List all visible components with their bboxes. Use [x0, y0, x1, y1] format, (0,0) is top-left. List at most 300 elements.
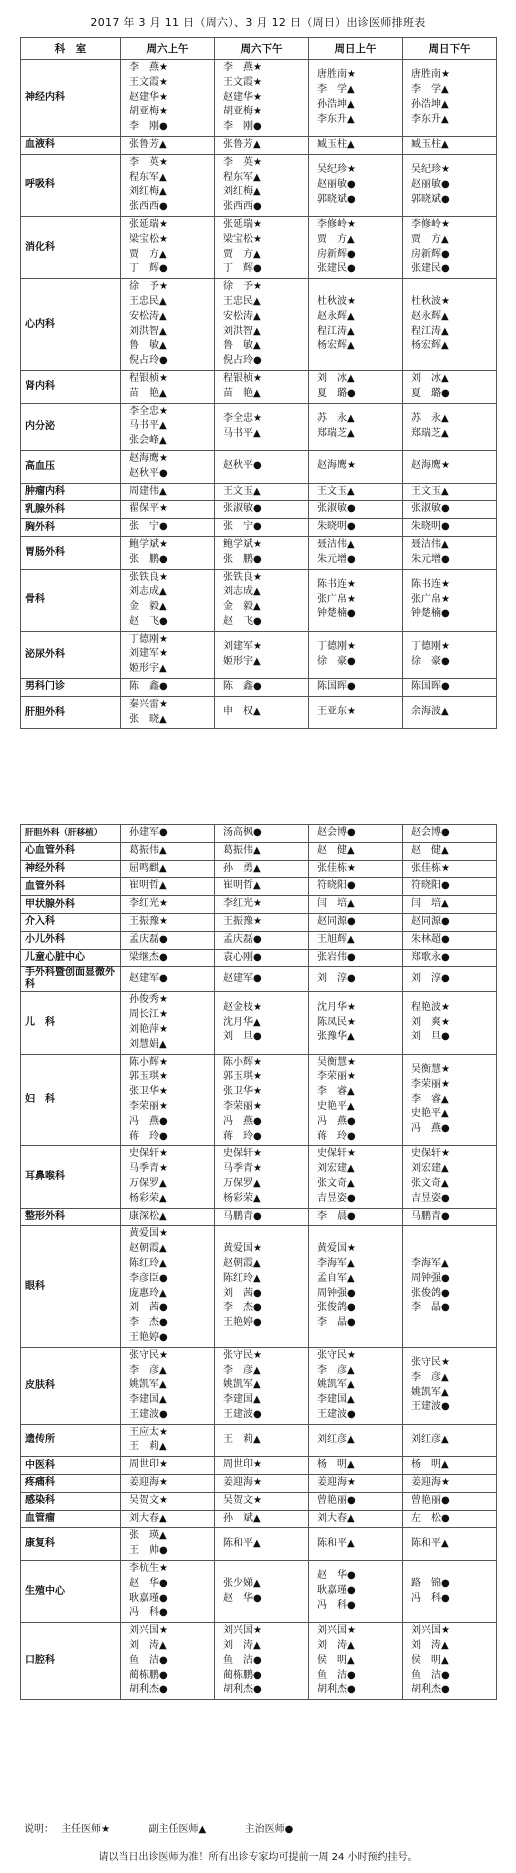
doctor-entry: 刘洪智▲ [129, 325, 167, 337]
doctor-entry: 胡亚梅★ [129, 106, 168, 118]
doctor-entry: 赵丽敏● [411, 178, 450, 190]
doctor-entry: 聂洁伟▲ [411, 538, 449, 550]
doctor-entry: 崔明哲▲ [223, 880, 261, 892]
doctor-entry: 安松涛▲ [223, 310, 261, 322]
doctor-entry: 蒋 玲● [129, 1130, 168, 1142]
doctor-entry: 葛振伟▲ [129, 844, 167, 856]
doctor-entry: 刘艳萍★ [129, 1023, 168, 1035]
schedule-table-2-body [21, 825, 497, 1700]
slot-cell [121, 216, 215, 278]
table-row [21, 1347, 497, 1424]
slot-cell [309, 60, 403, 137]
doctor-entry: 郑歌永● [411, 951, 450, 963]
doctor-entry: 李 睿▲ [411, 1093, 449, 1105]
slot-cell [403, 1146, 497, 1208]
slot-cell [121, 1457, 215, 1475]
doctor-entry: 闫 培▲ [411, 898, 449, 910]
doctor-entry: 王忠民▲ [223, 295, 261, 307]
slot-cell [403, 1208, 497, 1226]
slot-cell [215, 403, 309, 450]
doctor-entry: 吴衡慧★ [317, 1056, 356, 1068]
doctor-entry: 张卫华★ [223, 1086, 262, 1098]
slot-cell [121, 679, 215, 697]
doctor-entry: 史艳平▲ [317, 1100, 355, 1112]
doctor-entry: 汤高枫● [223, 827, 262, 838]
legend-prefix: 说明： [24, 1824, 54, 1835]
slot-cell [215, 949, 309, 967]
doctor-entry: 李 彦▲ [129, 1364, 167, 1376]
doctor-entry: 胡利杰● [411, 1684, 450, 1696]
doctor-entry: 李 杰● [129, 1317, 168, 1329]
slot-cell [309, 136, 403, 154]
slot-cell [121, 842, 215, 860]
header-dept: 科 室 [21, 38, 121, 60]
dept-cell: 儿童心脏中心 [21, 949, 121, 967]
slot-cell [215, 370, 309, 403]
doctor-entry: 鱼 洁● [317, 1669, 356, 1681]
slot-cell [121, 631, 215, 678]
doctor-entry: 张建民● [411, 263, 450, 275]
slot-cell [215, 483, 309, 501]
slot-cell [215, 519, 309, 537]
doctor-entry: 李荣丽★ [223, 1100, 262, 1112]
doctor-entry: 梁宝松★ [129, 233, 168, 245]
slot-cell [121, 992, 215, 1054]
doctor-entry: 周世印★ [223, 1459, 262, 1471]
doctor-entry: 张鲁芳▲ [129, 138, 167, 150]
doctor-entry: 姜迎海★ [411, 1477, 450, 1489]
table-row [21, 878, 497, 896]
doctor-entry: 王 莉▲ [129, 1441, 167, 1453]
doctor-entry: 鲍学斌★ [223, 538, 262, 550]
table-row [21, 536, 497, 569]
doctor-entry: 郭玉琪★ [223, 1071, 262, 1083]
doctor-entry: 贾 方▲ [129, 248, 167, 260]
footer-note: 请以当日出诊医师为准！所有出诊专家均可提前一周 24 小时预约挂号。 [98, 1852, 418, 1863]
dept-cell: 口腔科 [21, 1623, 121, 1700]
doctor-entry: 张建民● [317, 263, 356, 275]
doctor-entry: 倪占玲● [223, 355, 262, 367]
doctor-entry: 程东军▲ [223, 171, 261, 183]
slot-cell [309, 1146, 403, 1208]
legend [24, 1820, 297, 1835]
doctor-entry: 姬形宇▲ [129, 663, 167, 675]
doctor-entry: 张守民★ [411, 1357, 450, 1369]
doctor-entry: 张淑敏● [411, 503, 450, 515]
doctor-entry: 王忠民▲ [129, 295, 167, 307]
doctor-entry: 吉昱姿● [317, 1192, 356, 1204]
slot-cell [215, 501, 309, 519]
doctor-entry: 李修岭★ [411, 218, 450, 230]
doctor-entry: 鲁 敏▲ [129, 340, 167, 352]
doctor-entry: 孙 勇▲ [223, 862, 261, 874]
doctor-entry: 赵会博● [317, 827, 356, 838]
slot-cell [309, 483, 403, 501]
slot-cell [309, 154, 403, 216]
doctor-entry: 胡利杰● [317, 1684, 356, 1696]
doctor-entry: 杨 明▲ [411, 1459, 449, 1471]
slot-cell [215, 679, 309, 697]
doctor-entry: 陈 鑫● [223, 681, 262, 693]
dept-cell: 肿瘤内科 [21, 483, 121, 501]
doctor-entry: 王亚东★ [317, 706, 356, 718]
doctor-entry: 李 英★ [129, 156, 168, 168]
table-row [21, 1424, 497, 1457]
doctor-entry: 张鲁芳▲ [223, 138, 261, 150]
table-row [21, 1146, 497, 1208]
slot-cell [309, 450, 403, 483]
slot-cell [309, 1424, 403, 1457]
dept-cell: 中医科 [21, 1457, 121, 1475]
slot-cell [121, 1510, 215, 1528]
doctor-entry: 刘兴国★ [223, 1625, 262, 1637]
slot-cell [403, 136, 497, 154]
doctor-entry: 冯 科● [317, 1600, 356, 1612]
slot-cell [309, 679, 403, 697]
dept-cell: 呼吸科 [21, 154, 121, 216]
slot-cell [215, 279, 309, 371]
doctor-entry: 李 晶● [411, 1302, 450, 1314]
doctor-entry: 史保轩★ [223, 1148, 262, 1160]
doctor-entry: 张俊鸽● [317, 1302, 356, 1314]
slot-cell [403, 1054, 497, 1146]
dept-cell: 眼科 [21, 1226, 121, 1347]
slot-cell [403, 878, 497, 896]
slot-cell [121, 1226, 215, 1347]
doctor-entry: 唐胜南★ [317, 69, 356, 81]
doctor-entry: 张 宁● [223, 521, 262, 533]
slot-cell [403, 931, 497, 949]
doctor-entry: 刘 淳● [317, 972, 356, 984]
doctor-entry: 朱林超● [411, 933, 450, 945]
doctor-entry: 张铁良★ [129, 571, 168, 583]
doctor-entry: 苗 艳▲ [223, 387, 261, 399]
doctor-entry: 张淑敏● [317, 503, 356, 515]
doctor-entry: 郭玉琪★ [129, 1071, 168, 1083]
doctor-entry: 张佳栋★ [411, 862, 450, 874]
slot-cell [403, 536, 497, 569]
slot-cell [121, 450, 215, 483]
doctor-entry: 唐胜南★ [411, 69, 450, 81]
doctor-entry: 陈小辉★ [223, 1056, 262, 1068]
doctor-entry: 张铁良★ [223, 571, 262, 583]
doctor-entry: 周世印★ [129, 1459, 168, 1471]
doctor-entry: 赵永辉▲ [317, 310, 355, 322]
table-row [21, 569, 497, 631]
doctor-entry: 刘 涛▲ [411, 1640, 449, 1652]
slot-cell [215, 631, 309, 678]
doctor-entry: 丁德刚★ [411, 641, 450, 653]
doctor-entry: 冯 科● [411, 1592, 450, 1604]
slot-cell [309, 279, 403, 371]
slot-cell [215, 1561, 309, 1623]
slot-cell [403, 1424, 497, 1457]
doctor-entry: 鲁 敏▲ [223, 340, 261, 352]
table-row [21, 679, 497, 697]
doctor-entry: 张俊鸽● [411, 1287, 450, 1299]
slot-cell [121, 1054, 215, 1146]
doctor-entry: 史保轩★ [411, 1148, 450, 1160]
doctor-entry: 袁心刚● [223, 951, 262, 963]
slot-cell [121, 860, 215, 878]
doctor-entry: 刘 涛▲ [129, 1640, 167, 1652]
slot-cell [309, 519, 403, 537]
dept-cell: 神经内科 [21, 60, 121, 137]
table-header-row [21, 38, 497, 60]
slot-cell [215, 1623, 309, 1700]
doctor-entry: 徐 豪● [317, 655, 356, 667]
slot-cell [215, 878, 309, 896]
doctor-entry: 朱元增● [317, 553, 356, 565]
doctor-entry: 李彦臣● [129, 1272, 168, 1284]
doctor-entry: 苏 永▲ [411, 412, 449, 424]
slot-cell [121, 1492, 215, 1510]
slot-cell [309, 949, 403, 967]
doctor-entry: 闫 培▲ [317, 898, 355, 910]
doctor-entry: 王 帅● [129, 1545, 168, 1557]
doctor-entry: 万保罗▲ [223, 1177, 261, 1189]
doctor-entry: 杨彩荣▲ [129, 1192, 167, 1204]
doctor-entry: 李 晨● [317, 1210, 356, 1222]
doctor-entry: 朱晓明● [411, 521, 450, 533]
slot-cell [309, 1492, 403, 1510]
doctor-entry: 李红光★ [129, 898, 168, 910]
doctor-entry: 刘志成▲ [223, 586, 261, 598]
doctor-entry: 刘 茜● [129, 1302, 168, 1314]
slot-cell [403, 1226, 497, 1347]
doctor-entry: 史保轩★ [129, 1148, 168, 1160]
table-row [21, 154, 497, 216]
doctor-entry: 陈书连★ [411, 578, 450, 590]
slot-cell [215, 450, 309, 483]
slot-cell [309, 631, 403, 678]
doctor-entry: 李 燕★ [223, 62, 262, 73]
doctor-entry: 李 学▲ [411, 84, 449, 96]
slot-cell [309, 931, 403, 949]
doctor-entry: 姜迎海★ [223, 1477, 262, 1489]
dept-cell: 心血管外科 [21, 842, 121, 860]
doctor-entry: 刘红梅▲ [223, 186, 261, 198]
doctor-entry: 钟楚楠● [411, 608, 450, 620]
doctor-entry: 房新辉● [317, 248, 356, 260]
doctor-entry: 吴贺文★ [129, 1494, 168, 1506]
doctor-entry: 李建国▲ [129, 1394, 167, 1406]
dept-cell: 乳腺外科 [21, 501, 121, 519]
doctor-entry: 吴纪珍★ [411, 164, 450, 176]
dept-cell: 泌尿外科 [21, 631, 121, 678]
doctor-entry: 陈红玲▲ [223, 1272, 261, 1284]
doctor-entry: 安松涛▲ [129, 310, 167, 322]
doctor-entry: 赵建华★ [129, 91, 168, 103]
table-row [21, 403, 497, 450]
slot-cell [403, 60, 497, 137]
doctor-entry: 胡亚梅★ [223, 106, 262, 118]
slot-cell [121, 896, 215, 914]
slot-cell [309, 1208, 403, 1226]
doctor-entry: 马鹏青● [223, 1210, 262, 1222]
doctor-entry: 赵建华★ [223, 91, 262, 103]
table-row [21, 1510, 497, 1528]
header-sun-pm: 周日下午 [403, 38, 497, 60]
doctor-entry: 徐 豪● [411, 655, 450, 667]
slot-cell [121, 136, 215, 154]
doctor-entry: 李建国▲ [317, 1394, 355, 1406]
dept-cell: 遗传所 [21, 1424, 121, 1457]
slot-cell [403, 949, 497, 967]
doctor-entry: 赵 华● [317, 1570, 356, 1582]
doctor-entry: 孟庆磊● [129, 933, 168, 945]
slot-cell [403, 825, 497, 843]
doctor-entry: 赵海鹰★ [129, 452, 168, 464]
dept-cell: 血管外科 [21, 878, 121, 896]
slot-cell [403, 403, 497, 450]
doctor-entry: 程艳波★ [411, 1001, 450, 1013]
dept-cell: 肝胆外科 [21, 696, 121, 729]
header-sat-pm: 周六下午 [215, 38, 309, 60]
dept-cell: 手外科暨创面显微外科 [21, 967, 121, 992]
doctor-entry: 李全忠★ [223, 412, 262, 424]
slot-cell [403, 913, 497, 931]
doctor-entry: 赵 飞● [223, 615, 262, 627]
doctor-entry: 张佳栋★ [317, 862, 356, 874]
doctor-entry: 姚凯军▲ [129, 1379, 167, 1391]
doctor-entry: 杜秋波★ [411, 295, 450, 307]
dept-cell: 生殖中心 [21, 1561, 121, 1623]
slot-cell [403, 154, 497, 216]
doctor-entry: 钟楚楠● [317, 608, 356, 620]
doctor-entry: 张卫华★ [129, 1086, 168, 1098]
table-row [21, 1054, 497, 1146]
doctor-entry: 张 晓▲ [129, 713, 167, 725]
slot-cell [121, 60, 215, 137]
doctor-entry: 程银桢★ [129, 372, 168, 384]
doctor-entry: 王应太★ [129, 1426, 168, 1438]
doctor-entry: 孟自军▲ [317, 1272, 355, 1284]
header-sat-am: 周六上午 [121, 38, 215, 60]
doctor-entry: 张广帛★ [411, 593, 450, 605]
doctor-entry: 周钟强● [411, 1272, 450, 1284]
table-row [21, 136, 497, 154]
table-row [21, 450, 497, 483]
slot-cell [215, 1226, 309, 1347]
doctor-entry: 冯 科● [129, 1607, 168, 1619]
doctor-entry: 丁德刚★ [129, 633, 168, 645]
doctor-entry: 刘宏建▲ [411, 1163, 449, 1175]
doctor-entry: 刘 旦● [223, 1031, 262, 1043]
doctor-entry: 李东升▲ [317, 113, 355, 125]
dept-cell: 肝胆外科（肝移植） [21, 825, 121, 843]
doctor-entry: 陈书连★ [317, 578, 356, 590]
dept-cell: 耳鼻喉科 [21, 1146, 121, 1208]
doctor-entry: 赵朝霞▲ [223, 1257, 261, 1269]
slot-cell [309, 860, 403, 878]
doctor-entry: 张会峰▲ [129, 435, 167, 447]
slot-cell [403, 370, 497, 403]
slot-cell [403, 967, 497, 992]
dept-cell: 血液科 [21, 136, 121, 154]
slot-cell [215, 913, 309, 931]
slot-cell [121, 1347, 215, 1424]
doctor-entry: 陈凤民★ [317, 1016, 356, 1028]
slot-cell [215, 860, 309, 878]
slot-cell [215, 1510, 309, 1528]
doctor-entry: 陈国晖● [317, 681, 356, 693]
schedule-table-1 [20, 37, 497, 729]
doctor-entry: 赵同源● [411, 915, 450, 927]
slot-cell [309, 825, 403, 843]
doctor-entry: 张淑敏● [223, 503, 262, 515]
doctor-entry: 陈小辉★ [129, 1056, 168, 1068]
table-row [21, 1623, 497, 1700]
doctor-entry: 王文玉▲ [317, 485, 355, 497]
doctor-entry: 苏 永▲ [317, 412, 355, 424]
table-row [21, 860, 497, 878]
doctor-entry: 王 莉▲ [223, 1434, 261, 1446]
doctor-entry: 黄爱国★ [223, 1243, 262, 1255]
doctor-entry: 赵 华● [129, 1577, 168, 1589]
slot-cell [215, 536, 309, 569]
slot-cell [121, 1424, 215, 1457]
slot-cell [215, 136, 309, 154]
slot-cell [309, 1226, 403, 1347]
doctor-entry: 刘 爽★ [411, 1016, 450, 1028]
doctor-entry: 李 晶● [317, 1317, 356, 1329]
doctor-entry: 康深松▲ [129, 1210, 167, 1222]
doctor-entry: 张广帛★ [317, 593, 356, 605]
dept-cell: 胃肠外科 [21, 536, 121, 569]
slot-cell [403, 679, 497, 697]
doctor-entry: 刘 冰▲ [411, 372, 449, 384]
table-row [21, 60, 497, 137]
doctor-entry: 贾 方▲ [411, 233, 449, 245]
doctor-entry: 郑瑞芝▲ [411, 427, 449, 439]
slot-cell [309, 536, 403, 569]
doctor-entry: 梁继杰● [129, 951, 168, 963]
slot-cell [121, 483, 215, 501]
slot-cell [309, 992, 403, 1054]
table-row [21, 519, 497, 537]
doctor-entry: 鲍学斌★ [129, 538, 168, 550]
slot-cell [121, 913, 215, 931]
doctor-entry: 王文玉▲ [223, 485, 261, 497]
doctor-entry: 王建波● [317, 1408, 356, 1420]
doctor-entry: 崔明哲▲ [129, 880, 167, 892]
table-row [21, 1226, 497, 1347]
page-title: 2017 年 3 月 11 日（周六）、3 月 12 日（周日）出诊医师排班表 [90, 16, 426, 29]
doctor-entry: 冯 燕● [411, 1123, 450, 1135]
doctor-entry: 郭晓斌● [411, 193, 450, 205]
slot-cell [215, 569, 309, 631]
dept-cell: 消化科 [21, 216, 121, 278]
slot-cell [215, 992, 309, 1054]
table-row [21, 1457, 497, 1475]
doctor-entry: 李杭生★ [129, 1563, 168, 1575]
doctor-entry: 贾 方▲ [223, 248, 261, 260]
slot-cell [121, 501, 215, 519]
slot-cell [121, 1475, 215, 1493]
dept-cell: 肾内科 [21, 370, 121, 403]
slot-cell [121, 1561, 215, 1623]
doctor-entry: 臧玉柱▲ [411, 138, 449, 150]
doctor-entry: 吉昱姿● [411, 1192, 450, 1204]
doctor-entry: 孙浩坤▲ [317, 98, 355, 110]
doctor-entry: 万保罗▲ [129, 1177, 167, 1189]
table-row [21, 967, 497, 992]
table-row [21, 842, 497, 860]
doctor-entry: 夏 璐● [411, 387, 450, 399]
legend-deputy: 副主任医师▲ [148, 1824, 207, 1835]
slot-cell [403, 1561, 497, 1623]
